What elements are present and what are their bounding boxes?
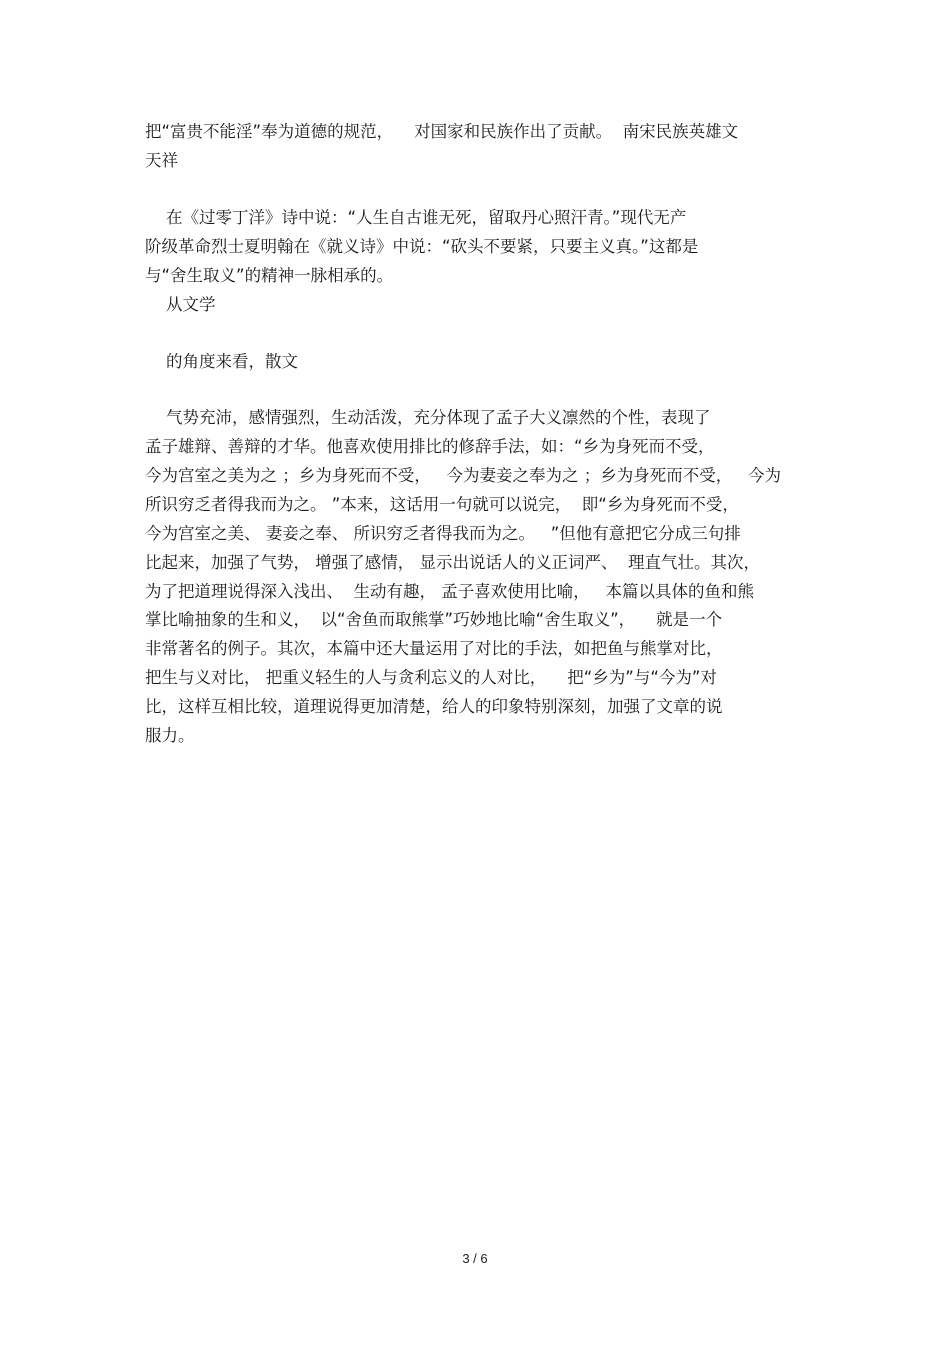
text-line: 气势充沛，感情强烈，生动活泼，充分体现了孟子大义凛然的个性，表现了 — [145, 408, 711, 427]
text-line: 非常著名的例子。其次，本篇中还大量运用了对比的手法，如把鱼与熊掌对比， — [145, 639, 723, 658]
text-line: 今为宫室之美、 妻妾之奉、 所识穷乏者得我而为之。 ”但他有意把它分成三句排 — [145, 524, 741, 543]
text-line: 天祥 — [145, 151, 178, 170]
text-line: 比起来，加强了气势， 增强了感情， 显示出说话人的义正词严、 理直气壮。其次， — [145, 553, 760, 572]
text-line: 阶级革命烈士夏明翰在《就义诗》中说：“砍头不要紧，只要主义真。”这都是 — [145, 237, 699, 256]
page-number: 3 / 6 — [462, 1251, 488, 1266]
text-line: 把生与义对比， 把重义轻生的人与贪利忘义的人对比， 把“乡为”与“今为”对 — [145, 668, 717, 687]
text-line: 服力。 — [145, 726, 195, 745]
text-line: 比，这样互相比较，道理说得更加清楚，给人的印象特别深刻，加强了文章的说 — [145, 697, 723, 716]
text-line: 在《过零丁洋》诗中说：“人生自古谁无死，留取丹心照汗青。”现代无产 — [145, 208, 687, 227]
text-line: 掌比喻抽象的生和义， 以“舍鱼而取熊掌”巧妙地比喻“舍生取义”， 就是一个 — [145, 610, 723, 629]
text-line: 孟子雄辩、善辩的才华。他喜欢使用排比的修辞手法，如：“乡为身死而不受， — [145, 437, 715, 456]
text-line: 所识穷乏者得我而为之。 ”本来，这话用一句就可以说完， 即“乡为身死而不受， — [145, 495, 739, 514]
text-line: 从文学 — [145, 295, 216, 314]
text-line: 为了把道理说得深入浅出、 生动有趣， 孟子喜欢使用比喻， 本篇以具体的鱼和熊 — [145, 582, 754, 601]
text-line: 今为宫室之美为之 ；乡为身死而不受， 今为妻妾之奉为之 ；乡为身死而不受， 今为 — [145, 466, 781, 485]
text-line: 把“富贵不能淫”奉为道德的规范， 对国家和民族作出了贡献。 南宋民族英雄文 — [145, 122, 739, 141]
text-line: 与“舍生取义”的精神一脉相承的。 — [145, 266, 394, 285]
text-line: 的角度来看，散文 — [145, 352, 298, 371]
